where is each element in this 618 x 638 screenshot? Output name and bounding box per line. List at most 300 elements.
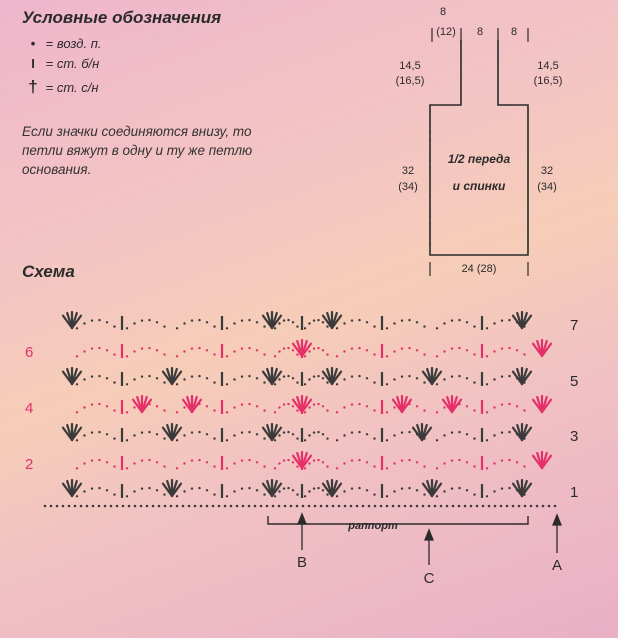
fan-stitch-icon [533, 452, 551, 468]
chain-dot [386, 495, 388, 497]
chain-dot [322, 377, 324, 379]
chain-dot [110, 505, 113, 508]
chain-dot [428, 505, 431, 508]
fan-stitch-icon [423, 368, 441, 384]
chain-dot [473, 465, 475, 467]
chain-dot [170, 505, 173, 508]
chain-dot [508, 431, 510, 433]
chain-dot [373, 353, 375, 355]
chain-dot [83, 350, 85, 352]
chain-dot [351, 487, 353, 489]
chain-dot [326, 437, 328, 439]
chain-dot [116, 505, 119, 508]
chain-dot [386, 467, 388, 469]
legend-item-text: = ст. б/н [45, 56, 100, 71]
chain-dot [320, 505, 323, 508]
chain-dot [358, 375, 360, 377]
chain-dot [176, 327, 178, 329]
chain-dot [274, 327, 276, 329]
chain-dot [83, 406, 85, 408]
chain-dot [501, 375, 503, 377]
chain-dot [308, 350, 310, 352]
chain-dot [213, 353, 215, 355]
chain-dot [401, 431, 403, 433]
chain-dot [458, 375, 460, 377]
chain-dot [226, 439, 228, 441]
chain-dot [344, 505, 347, 508]
chain-dot [148, 375, 150, 377]
chain-dot [313, 459, 315, 461]
chain-dot [233, 322, 235, 324]
fan-stitch-icon [133, 396, 151, 412]
chain-dot [343, 490, 345, 492]
chain-dot [183, 490, 185, 492]
chain-dot [83, 378, 85, 380]
chain-dot [256, 321, 258, 323]
chain-dot [458, 459, 460, 461]
chain-dot [256, 349, 258, 351]
chain-dot [241, 459, 243, 461]
chain-dot [224, 505, 227, 508]
chain-dot [506, 505, 509, 508]
chain-dot [408, 375, 410, 377]
chain-dot [163, 325, 165, 327]
chain-dot [436, 411, 438, 413]
chain-dot [296, 381, 298, 383]
chain-dot [351, 431, 353, 433]
chain-dot [326, 493, 328, 495]
chain-dot [287, 431, 289, 433]
chain-dot [141, 375, 143, 377]
chain-dot [76, 467, 78, 469]
chain-dot [278, 378, 280, 380]
chain-dot [141, 347, 143, 349]
fan-stitch-icon [263, 312, 281, 328]
chain-dot [113, 325, 115, 327]
fan-stitch-icon [63, 368, 81, 384]
chain-dot [350, 505, 353, 508]
chain-dot [133, 406, 135, 408]
chain-dot [296, 409, 298, 411]
chain-dot [226, 411, 228, 413]
chain-dot [317, 459, 319, 461]
chain-dot [386, 505, 389, 508]
chain-dot [322, 321, 324, 323]
chain-dot [296, 505, 299, 508]
chain-dot [226, 355, 228, 357]
chain-dot [233, 490, 235, 492]
chain-dot [443, 462, 445, 464]
chain-dot [373, 409, 375, 411]
chain-dot [304, 495, 306, 497]
chain-dot [272, 505, 275, 508]
chain-dot [206, 505, 209, 508]
chain-dot [508, 403, 510, 405]
dim-top-right: 8 [510, 26, 518, 38]
chain-dot [126, 495, 128, 497]
chain-dot [343, 378, 345, 380]
chain-dot [486, 327, 488, 329]
single-crochet-icon: I [31, 56, 35, 71]
chain-dot [410, 505, 413, 508]
chain-dot [304, 327, 306, 329]
chain-dot [451, 375, 453, 377]
chain-dot [523, 409, 525, 411]
chain-dot [287, 403, 289, 405]
chain-dot [91, 487, 93, 489]
chain-dot [473, 353, 475, 355]
legend-title: Условные обозначения [22, 8, 222, 27]
chain-dot [313, 431, 315, 433]
chain-dot [98, 347, 100, 349]
chain-dot [476, 505, 479, 508]
chain-dot [91, 375, 93, 377]
chain-dot [317, 403, 319, 405]
chain-dot [113, 381, 115, 383]
chain-dot [248, 375, 250, 377]
chain-dot [434, 505, 437, 508]
chain-dot [554, 505, 557, 508]
chain-dot [486, 439, 488, 441]
chain-dot [466, 433, 468, 435]
chain-dot [126, 467, 128, 469]
chain-dot [313, 375, 315, 377]
chain-dot [516, 405, 518, 407]
chain-dot [213, 325, 215, 327]
dim-shoulder-right: 14,5 [537, 60, 559, 72]
chain-dot [304, 383, 306, 385]
chain-dot [226, 327, 228, 329]
fan-stitch-icon [263, 368, 281, 384]
dim-top-mid: 8 [476, 26, 484, 38]
chain-dot [436, 495, 438, 497]
chain-dot [314, 505, 317, 508]
fan-stitch-icon [323, 480, 341, 496]
chain-dot [401, 319, 403, 321]
chain-dot [386, 355, 388, 357]
chain-dot [98, 459, 100, 461]
chain-dot [326, 325, 328, 327]
chain-dot [113, 465, 115, 467]
chain-dot [296, 493, 298, 495]
chain-dot [206, 321, 208, 323]
marker-a: A [551, 557, 563, 574]
chain-dot [106, 377, 108, 379]
chain-dot [213, 465, 215, 467]
chain-dot [358, 347, 360, 349]
chain-dot [133, 490, 135, 492]
legend-item-text: = ст. с/н [45, 80, 99, 95]
chain-dot [393, 434, 395, 436]
chain-dot [493, 378, 495, 380]
chain-dot [98, 487, 100, 489]
chain-dot [451, 319, 453, 321]
chain-dot [126, 383, 128, 385]
chain-dot [501, 403, 503, 405]
chain-dot [191, 431, 193, 433]
chain-dot [436, 383, 438, 385]
chain-dot [206, 489, 208, 491]
fan-stitch-icon [323, 312, 341, 328]
chain-dot [104, 505, 107, 508]
chain-dot [308, 406, 310, 408]
chain-dot [283, 487, 285, 489]
chain-dot [451, 347, 453, 349]
chain-dot [493, 434, 495, 436]
chain-dot [191, 347, 193, 349]
chain-dot [106, 489, 108, 491]
chain-dot [74, 505, 77, 508]
chain-dot [98, 319, 100, 321]
chain-dot [260, 505, 263, 508]
chain-dot [408, 319, 410, 321]
dim-side-right-alt: (34) [537, 181, 557, 193]
chain-dot [278, 490, 280, 492]
chain-dot [278, 406, 280, 408]
chain-dot [50, 505, 53, 508]
chain-dot [113, 437, 115, 439]
chain-dot [156, 377, 158, 379]
chain-dot [452, 505, 455, 508]
row-number-5: 5 [570, 373, 579, 390]
chain-dot [290, 505, 293, 508]
chain-dot [338, 505, 341, 508]
chain-dot [287, 459, 289, 461]
fan-stitch-icon [413, 424, 431, 440]
chain-dot [241, 375, 243, 377]
chain-dot [213, 381, 215, 383]
chain-dot [76, 327, 78, 329]
fan-stitch-icon [533, 340, 551, 356]
chain-dot [241, 319, 243, 321]
chain-dot [263, 409, 265, 411]
chain-dot [106, 433, 108, 435]
chain-dot [163, 353, 165, 355]
chain-dot [423, 493, 425, 495]
fan-stitch-icon [163, 480, 181, 496]
chain-dot [493, 350, 495, 352]
chain-dot [76, 355, 78, 357]
fan-stitch-icon [163, 368, 181, 384]
chain-dot [191, 459, 193, 461]
chain-dot [198, 319, 200, 321]
chain-dot [133, 350, 135, 352]
chain-dot [206, 433, 208, 435]
chain-dot [486, 383, 488, 385]
chain-dot [80, 505, 83, 508]
fan-stitch-icon [443, 396, 461, 412]
chain-dot [443, 434, 445, 436]
chain-dot [218, 505, 221, 508]
chain-dot [398, 505, 401, 508]
chain-dot [296, 465, 298, 467]
chain-dot [256, 377, 258, 379]
chain-dot [308, 490, 310, 492]
chain-dot [98, 431, 100, 433]
chain-dot [256, 489, 258, 491]
chain-dot [326, 381, 328, 383]
chain-dot [156, 405, 158, 407]
chain-dot [212, 505, 215, 508]
chain-dot [493, 462, 495, 464]
chain-dot [302, 505, 305, 508]
fan-stitch-icon [63, 312, 81, 328]
chain-dot [191, 319, 193, 321]
chain-dot [164, 505, 167, 508]
chain-dot [393, 378, 395, 380]
chain-dot [336, 327, 338, 329]
dim-shoulder-left: 14,5 [399, 60, 421, 72]
chain-dot [508, 459, 510, 461]
chain-dot [416, 489, 418, 491]
chain-dot [436, 327, 438, 329]
chain-dot [313, 319, 315, 321]
row-number-3: 3 [570, 428, 579, 445]
chain-dot [283, 431, 285, 433]
dim-side-left-alt: (34) [398, 181, 418, 193]
chain-dot [393, 490, 395, 492]
fan-stitch-icon [513, 480, 531, 496]
chain-dot [466, 489, 468, 491]
chain-dot [141, 459, 143, 461]
row-number-2: 2 [25, 456, 34, 473]
chain-dot [473, 437, 475, 439]
chain-dot [148, 459, 150, 461]
chain-dot [308, 434, 310, 436]
chain-dot [336, 439, 338, 441]
fan-stitch-icon [513, 424, 531, 440]
chain-dot [256, 405, 258, 407]
chain-dot [141, 431, 143, 433]
chain-dot [213, 409, 215, 411]
chain-dot [343, 462, 345, 464]
chain-dot [292, 377, 294, 379]
chain-dot [508, 319, 510, 321]
row-number-7: 7 [570, 317, 579, 334]
chain-dot [76, 439, 78, 441]
chain-dot [393, 322, 395, 324]
chain-dot [501, 319, 503, 321]
chain-dot [148, 431, 150, 433]
chain-dot [386, 327, 388, 329]
fan-stitch-icon [513, 368, 531, 384]
chain-dot [443, 322, 445, 324]
chain-dot [443, 378, 445, 380]
chain-dot [188, 505, 191, 508]
chain-dot [191, 375, 193, 377]
chain-dot [292, 321, 294, 323]
chain-dot [336, 383, 338, 385]
chain-dot [91, 319, 93, 321]
chain-dot [466, 377, 468, 379]
chain-dot [206, 461, 208, 463]
chain-dot [380, 505, 383, 508]
chain-dot [358, 487, 360, 489]
chain-dot [122, 505, 125, 508]
chain-dot [373, 325, 375, 327]
chain-dot [351, 459, 353, 461]
chain-dot [278, 434, 280, 436]
chain-dot [326, 353, 328, 355]
chain-dot [358, 431, 360, 433]
chain-dot [443, 406, 445, 408]
chain-dot [292, 489, 294, 491]
chain-dot [356, 505, 359, 508]
chain-dot [488, 505, 491, 508]
chain-dot [141, 487, 143, 489]
stitch-chart [44, 312, 557, 507]
chain-dot [401, 487, 403, 489]
chain-dot [183, 434, 185, 436]
chain-dot [156, 321, 158, 323]
chain-dot [283, 319, 285, 321]
chain-dot [98, 403, 100, 405]
chain-dot [248, 319, 250, 321]
fan-stitch-icon [393, 396, 411, 412]
chain-dot [248, 403, 250, 405]
chain-dot [326, 505, 329, 508]
chain-dot [278, 322, 280, 324]
chain-dot [366, 489, 368, 491]
chain-dot [198, 431, 200, 433]
chain-dot [183, 462, 185, 464]
chain-dot [486, 467, 488, 469]
fan-stitch-icon [533, 396, 551, 412]
fan-stitch-icon [63, 424, 81, 440]
chain-dot [248, 347, 250, 349]
fan-stitch-icon [183, 396, 201, 412]
chain-dot [76, 383, 78, 385]
chain-dot [317, 431, 319, 433]
chain-dot [91, 459, 93, 461]
chain-dot [76, 495, 78, 497]
chain-dot [141, 319, 143, 321]
chain-dot [241, 431, 243, 433]
chain-dot [242, 505, 245, 508]
chain-dot [366, 405, 368, 407]
chain-dot [292, 433, 294, 435]
chain-dot [176, 411, 178, 413]
chain-dot [343, 350, 345, 352]
chain-dot [542, 505, 545, 508]
chain-dot [274, 495, 276, 497]
chain-dot [292, 349, 294, 351]
chain-dot [83, 322, 85, 324]
chain-dot [113, 493, 115, 495]
chain-dot [182, 505, 185, 508]
chain-dot [158, 505, 161, 508]
fan-stitch-icon [513, 312, 531, 328]
chain-dot [283, 347, 285, 349]
chain-dot [287, 487, 289, 489]
chain-dot [423, 409, 425, 411]
chain-dot [241, 403, 243, 405]
chain-dot [213, 493, 215, 495]
legend-item-text: = возд. п. [45, 36, 102, 51]
chain-dot [213, 437, 215, 439]
chain-dot [512, 505, 515, 508]
chain-dot [263, 437, 265, 439]
chain-dot [226, 383, 228, 385]
chain-dot [248, 487, 250, 489]
marker-arrows [298, 514, 561, 565]
chain-dot [44, 505, 47, 508]
chain-dot [98, 505, 101, 508]
chain-dot [156, 489, 158, 491]
chain-dot [133, 462, 135, 464]
chain-dot [241, 347, 243, 349]
chain-dot [416, 377, 418, 379]
